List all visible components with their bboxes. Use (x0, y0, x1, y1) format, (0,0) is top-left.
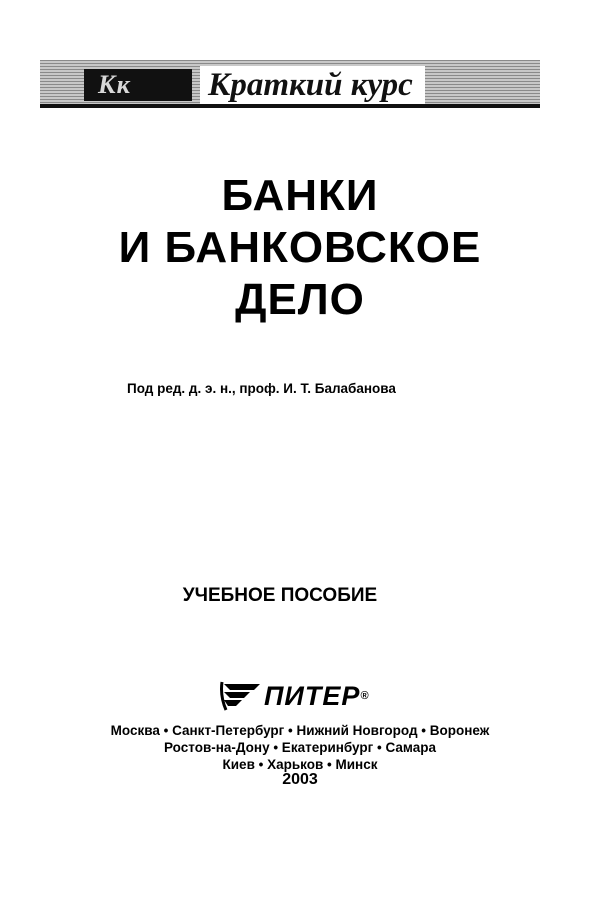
book-type: УЧЕБНОЕ ПОСОБИЕ (182, 585, 378, 606)
publication-year: 2003 (282, 771, 318, 788)
cities-line: Москва • Санкт-Петербург • Нижний Новгород • Воронеж (110, 723, 490, 738)
publisher-name: ПИТЕР® (264, 681, 370, 711)
cities-line: Ростов-на-Дону • Екатеринбург • Самара (164, 740, 436, 755)
publisher-swoosh-icon (220, 678, 268, 714)
book-title-line: ДЕЛО (235, 275, 365, 324)
series-rule (40, 104, 540, 108)
series-title: Краткий курс (200, 66, 425, 104)
editor-line: Под ред. д. э. н., проф. И. Т. Балабанова (127, 381, 396, 396)
series-logo: Кк (84, 69, 192, 101)
publisher-logo (220, 678, 380, 718)
book-title (60, 170, 540, 326)
book-title-line: БАНКИ (221, 171, 379, 220)
book-title-line: И БАНКОВСКОЕ (118, 223, 482, 272)
series-banner (40, 60, 540, 110)
publisher-cities (60, 722, 540, 773)
registered-mark: ® (360, 690, 370, 702)
cities-line: Киев • Харьков • Минск (222, 757, 378, 772)
